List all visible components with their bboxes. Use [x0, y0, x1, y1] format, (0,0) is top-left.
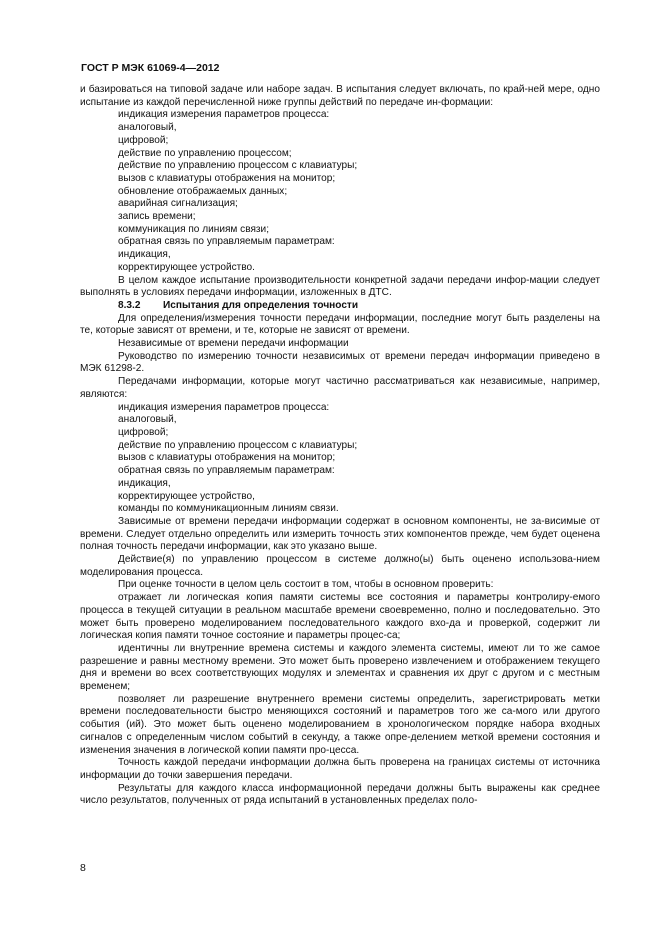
- list-item: аналоговый,: [118, 414, 177, 426]
- list-item: цифровой;: [118, 134, 169, 146]
- list-item: действие по управлению процессом;: [118, 147, 292, 159]
- list-item: индикация измерения параметров процесса:: [118, 109, 330, 121]
- section-heading: [80, 300, 600, 313]
- list-item: команды по коммуникационным линиям связи.: [118, 503, 339, 515]
- body-text: [80, 84, 600, 808]
- list-item: обратная связь по управляемым параметрам:: [118, 236, 335, 248]
- paragraph: Результаты для каждого класса информационной передачи должны быть выражены как среднее число результатов, полученных от ряда испытаний в установленных пределах поло-: [80, 782, 600, 807]
- list-item: аналоговый,: [118, 122, 177, 134]
- list-item: индикация,: [118, 477, 171, 489]
- list-item: запись времени;: [118, 211, 196, 223]
- list-item: вызов с клавиатуры отображения на монитор;: [118, 172, 336, 184]
- list-item: корректирующее устройство,: [118, 490, 255, 502]
- paragraph: Передачами информации, которые могут частично рассматриваться как независимые, например, являются:: [80, 376, 600, 400]
- list-item: индикация,: [118, 249, 171, 261]
- list-item: вызов с клавиатуры отображения на монитор;: [118, 452, 336, 464]
- paragraph: Зависимые от времени передачи информации содержат в основном компоненты, не за-висимые от времени. Следует отдельно определить или измерить точность этих компонентов прежде, чем будет оценена полная точность передачи информации, как это указано выше.: [80, 515, 600, 553]
- paragraph: позволяет ли разрешение внутреннего времени системы определить, зарегистрировать метки времени последовательности быстро меняющихся состояний и параметров того же са-мого или другого события (ий). Это может быть оценено моделированием в хронологическом порядке набора входных сигналов с определенным числом событий в секунду, а также опре-делением меткой времени состояния и изменения значения в логической копии памяти про-цесса.: [80, 693, 600, 756]
- document-header: ГОСТ Р МЭК 61069-4—2012: [81, 62, 220, 74]
- list-item: корректирующее устройство.: [118, 261, 255, 273]
- paragraph: Точность каждой передачи информации должна быть проверена на границах системы от источника информации до точки завершения передачи.: [80, 757, 600, 781]
- paragraph: Для определения/измерения точности передачи информации, последние могут быть разделены на те, которые зависят от времени, и те, которые не зависят от времени.: [80, 312, 600, 337]
- section-title: Испытания для определения точности: [163, 299, 359, 311]
- paragraph: отражает ли логическая копия памяти системы все состояния и параметры контролиру-емого процесса в текущей ситуации в реальном масштабе времени своевременно, полно и последовательно. Это может быть проверено моделированием последовательного каждого вхо-да и проверкой, содержит ли логическая копия памяти точное состояние и параметры процес-са;: [80, 592, 600, 642]
- list-item: действие по управлению процессом с клавиатуры;: [118, 160, 358, 172]
- paragraph: Руководство по измерению точности независимых от времени передач информации приведено в МЭК 61298-2.: [80, 350, 600, 375]
- list-item: обновление отображаемых данных;: [118, 185, 288, 197]
- paragraph: и базироваться на типовой задаче или наборе задач. В испытания следует включать, по край-ней мере, одно испытание из каждой перечисленной ниже группы действий по передаче ин-формации:: [80, 84, 600, 108]
- list-item: Независимые от времени передачи информации: [118, 338, 349, 350]
- list-item: коммуникация по линиям связи;: [118, 223, 270, 235]
- list-item: аварийная сигнализация;: [118, 198, 238, 210]
- list-item: цифровой;: [118, 426, 169, 438]
- paragraph: В целом каждое испытание производительности конкретной задачи передачи инфор-мации следует выполнять в условиях передачи информации, изложенных в ДТС.: [80, 274, 600, 299]
- paragraph: Действие(я) по управлению процессом в системе должно(ы) быть оценено использова-нием моделирования процесса.: [80, 554, 600, 578]
- list-item: действие по управлению процессом с клавиатуры;: [118, 439, 358, 451]
- page-number: 8: [80, 862, 86, 874]
- paragraph: идентичны ли внутренние времена системы и каждого элемента системы, имеют ли то же самое разрешение и равны местному времени. Это может быть проверено извлечением и отображением текущего дня и времени во всех соответствующих модулях и элементах и сравнения их друг с другом и с местным временем;: [80, 642, 600, 693]
- paragraph: При оценке точности в целом цель состоит в том, чтобы в основном проверить:: [118, 579, 494, 591]
- section-number: 8.3.2: [118, 299, 141, 311]
- list-item: индикация измерения параметров процесса:: [118, 401, 330, 413]
- list-item: обратная связь по управляемым параметрам:: [118, 465, 335, 477]
